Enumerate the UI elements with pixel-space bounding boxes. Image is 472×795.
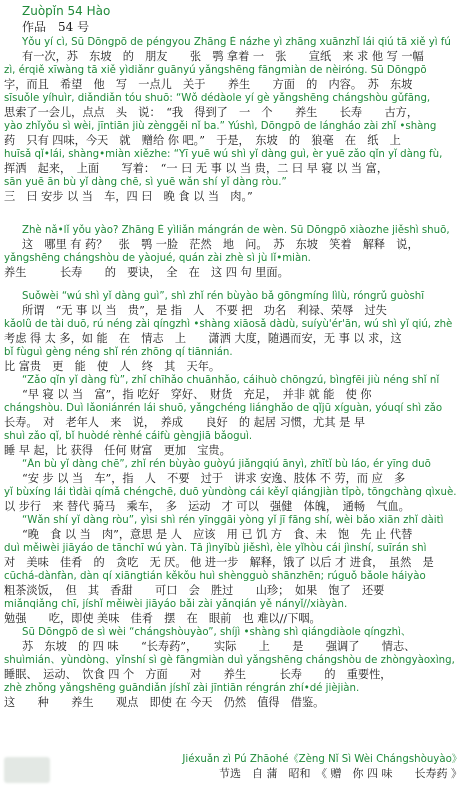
chinese-line: 养生 长寿 的 要诀， 全 在 这 四 句 里面。 [4,266,289,279]
text-line [0,92,472,120]
chinese-line: “晚 食 以 当 肉”，意思 是 人 应该 用 已 饥 方 食、未 饱 先 止 代替 [22,528,413,541]
text-line [0,514,472,542]
pinyin-line: zì, érqiě xīwàng tā xiě yìdiǎnr guānyú yǎngshēng fāngmiàn de nèiróng. Sū Dōngpō [4,65,427,76]
text-line [0,176,472,204]
chinese-line: 药 只有 四味，今天 就 赠给 你 吧。” 于是， 东坡 的 狼毫 在 纸 上 [4,134,401,147]
pinyin-line: shuìmián、yùndòng、yǐnshí sì gè fāngmiàn duì yǎngshēng chángshòu de zhòngyàoxìng, [4,655,455,666]
text-line [0,318,472,346]
work-number-pinyin: Zuòpǐn 54 Hào [22,4,111,18]
chinese-line: 睡 早 起，比 获得 任何 财富 更加 宝贵。 [4,444,231,457]
text-line [0,290,472,318]
text-line [0,148,472,176]
text-line [0,486,472,514]
chinese-line: “早 寝 以 当 富”，指 吃好 穿好、 财货 充足， 并非 就 能 使 你 [22,388,372,401]
text-line [0,626,472,654]
text-line [0,458,472,486]
chinese-line: 考虑 得 太 多，如 能 在 情志 上 潇洒 大度，随遇而安，无 事 以 求，这 [4,332,402,345]
paragraph [0,36,472,204]
paragraph [0,458,472,514]
source-citation: 节选 自 蒲 昭和 《 赠 你 四 味 长寿药 》 [219,767,462,780]
chinese-line: 苏 东坡 的 四 味 “长寿药”， 实际 上 是 强调了 情志、 [22,640,416,653]
pinyin-line: kǎolǜ de tài duō, rú néng zài qíngzhì •shàng xiāosǎ dàdù, suíyù'ér'ān, wú shì yǐ qiú, zhè [4,319,453,330]
text-line [0,252,472,280]
pinyin-line: Sū Dōngpō de sì wèi “chángshòuyào”, shíjì •shàng shì qiángdiàole qíngzhì、 [22,627,412,638]
text-line [0,654,472,682]
pinyin-line: “Ān bù yǐ dàng chē”, zhǐ rén bùyào guòyú jiǎngqiú ānyì, zhītǐ bù láo, ér yīng duō [22,459,431,470]
chinese-line: 字，而且 希望 他 写 一点儿 关于 养生 方面 的 内容。 苏 东坡 [4,78,413,91]
chinese-line: 这 种 养生 观点 即使 在 今天 仍然 值得 借鉴。 [4,696,325,709]
chinese-line: “安 步 以 当 车”，指 人 不要 过于 讲求 安逸、肢体 不 劳，而 应 多 [22,472,406,485]
paragraph [0,626,472,710]
pinyin-line: duì měiwèi jiāyáo de tānchī wú yàn. Tā jìnyībù jiěshì, èle yǐhòu cái jìnshí, suīrán shì [4,543,427,554]
chinese-line: 三 曰 安步 以 当 车，四 曰 晚 食 以 当 肉。” [4,190,253,203]
chinese-line: 睡眠、 运动、 饮食 四 个 方面 对 养生 长寿 的 重要性， [4,668,392,681]
text-line [0,224,472,252]
watermark-logo [4,757,50,783]
pinyin-line: cūchá-dànfàn, dàn qí xiāngtián kěkǒu huì shèngguò shānzhēn; rúguǒ bǎole háiyào [4,571,426,582]
pinyin-line: huīsǎ qǐ•lái, shàng•miàn xiězhe: “Yī yuē wú shì yǐ dàng guì, èr yuē zǎo qǐn yǐ dàng fù, [4,149,443,160]
chinese-line: 有一次，苏 东坡 的 朋友 张 鹗 拿着 一 张 宣纸 来 求 他 写 一幅 [22,50,424,63]
pinyin-line: sīsuǒle yíhuìr, diǎndiǎn tóu shuō: “Wǒ dédàole yí gè yǎngshēng chángshòu gǔfāng, [4,93,431,104]
text-line [0,570,472,598]
text-line [0,64,472,92]
pinyin-line: Zhè nǎ•lǐ yǒu yào? Zhāng È yìliǎn mángrán de wèn. Sū Dōngpō xiàozhe jiěshì shuō, [22,225,450,236]
pinyin-line: “Wǎn shí yǐ dàng ròu”, yìsi shì rén yīnggāi yòng yǐ jī fāng shí, wèi bǎo xiān zhǐ dàitì [22,515,444,526]
paragraph [0,514,472,626]
text-line [0,402,472,430]
pinyin-line: Suǒwèi “wú shì yǐ dàng guì”, shì zhǐ rén bùyào bǎ gōngmíng lìlù, róngrǔ guòshī [22,291,425,302]
pinyin-line: sān yuē ān bù yǐ dàng chē, sì yuē wǎn shí yǐ dàng ròu.” [4,177,287,188]
pinyin-line: Yǒu yí cì, Sū Dōngpō de péngyou Zhāng È názhe yì zhāng xuānzhǐ lái qiú tā xiě yì fú [22,37,451,48]
work-number-title: 作品 54 号 [22,20,90,34]
chinese-line: 勉强 吃，即使 美味 佳肴 摆 在 眼前 也 难以//下咽。 [4,612,321,625]
chinese-line: 比 富贵 更 能 使 人 终 其 天年。 [4,360,221,373]
pinyin-line: yào zhǐyǒu sì wèi, jīntiān jiù zènggěi nǐ ba.” Yúshì, Dōngpō de lángháo zài zhǐ •shàng [4,121,437,132]
pinyin-line: “Zǎo qǐn yǐ dàng fù”, zhǐ chīhǎo chuānhǎo, cáihuò chōngzú, bìngfēi jiù néng shǐ nǐ [22,375,440,386]
text-line [0,430,472,458]
text-line [0,598,472,626]
pinyin-line: chángshòu. Duì lǎoniánrén lái shuō, yǎngchéng liánghǎo de qǐjū xíguàn, yóuqí shì zǎo [4,403,443,414]
chinese-line: 对 美味 佳肴 的 贪吃 无 厌。 他 进一步 解释，饿了 以后 才 进食， 虽然 是 [4,556,434,569]
paragraph [0,224,472,280]
text-line [0,346,472,374]
chinese-line: 粗茶淡饭， 但 其 香甜 可口 会 胜过 山珍； 如果 饱了 还要 [4,584,385,597]
paragraph [0,374,472,458]
pinyin-line: zhè zhǒng yǎngshēng guāndiǎn jíshǐ zài jīntiān réngrán zhí•dé jièjiàn. [4,683,360,694]
pinyin-line: shuì zǎo qǐ, bǐ huòdé rènhé cáifù gèngjiā bǎoguì. [4,431,253,442]
pinyin-line: yǎngshēng chángshòu de yàojué, quán zài zhè sì jù lǐ•miàn. [4,253,311,264]
pinyin-line: yǐ bùxíng lái tìdài qímǎ chéngchē, duō yùndòng cái kěyǐ qiángjiàn tǐpò, tōngchàng qìxuè. [4,487,457,498]
chinese-line: 长寿。 对 老年人 来 说， 养成 良好 的 起居 习惯，尤其 是 早 [4,416,366,429]
chinese-line: 思索了一会儿，点点 头 说： “我 得到了 一 个 养生 长寿 古方， [4,106,419,119]
text-line [0,120,472,148]
pinyin-line: bǐ fùguì gèng néng shǐ rén zhōng qí tiānnián. [4,347,233,358]
chinese-line: 以 步行 来 替代 骑马 乘车， 多 运动 才 可以 强健 体魄， 通畅 气血。 [4,500,410,513]
chinese-line: 挥洒 起来， 上面 写着： “一 曰 无 事 以 当 贵，二 曰 早 寝 以 当 富， [4,162,389,175]
source-citation-pinyin: Jiéxuǎn zì Pú Zhāohé《Zèng Nǐ Sì Wèi Chángshòuyào》 [182,754,462,765]
chinese-line: 这 哪里 有 药？ 张 鹗 一脸 茫然 地 问。 苏 东坡 笑着 解释 说， [22,238,419,251]
text-line [0,36,472,64]
text-line [0,682,472,710]
paragraph [0,290,472,374]
pinyin-line: miǎnqiǎng chī, jíshǐ měiwèi jiāyáo bǎi zài yǎnqián yě nányǐ//xiàyàn. [4,599,348,610]
text-line [0,374,472,402]
text-line [0,542,472,570]
chinese-line: 所谓 “无 事 以 当 贵”，是 指 人 不要 把 功名 利禄、荣辱 过失 [22,304,387,317]
